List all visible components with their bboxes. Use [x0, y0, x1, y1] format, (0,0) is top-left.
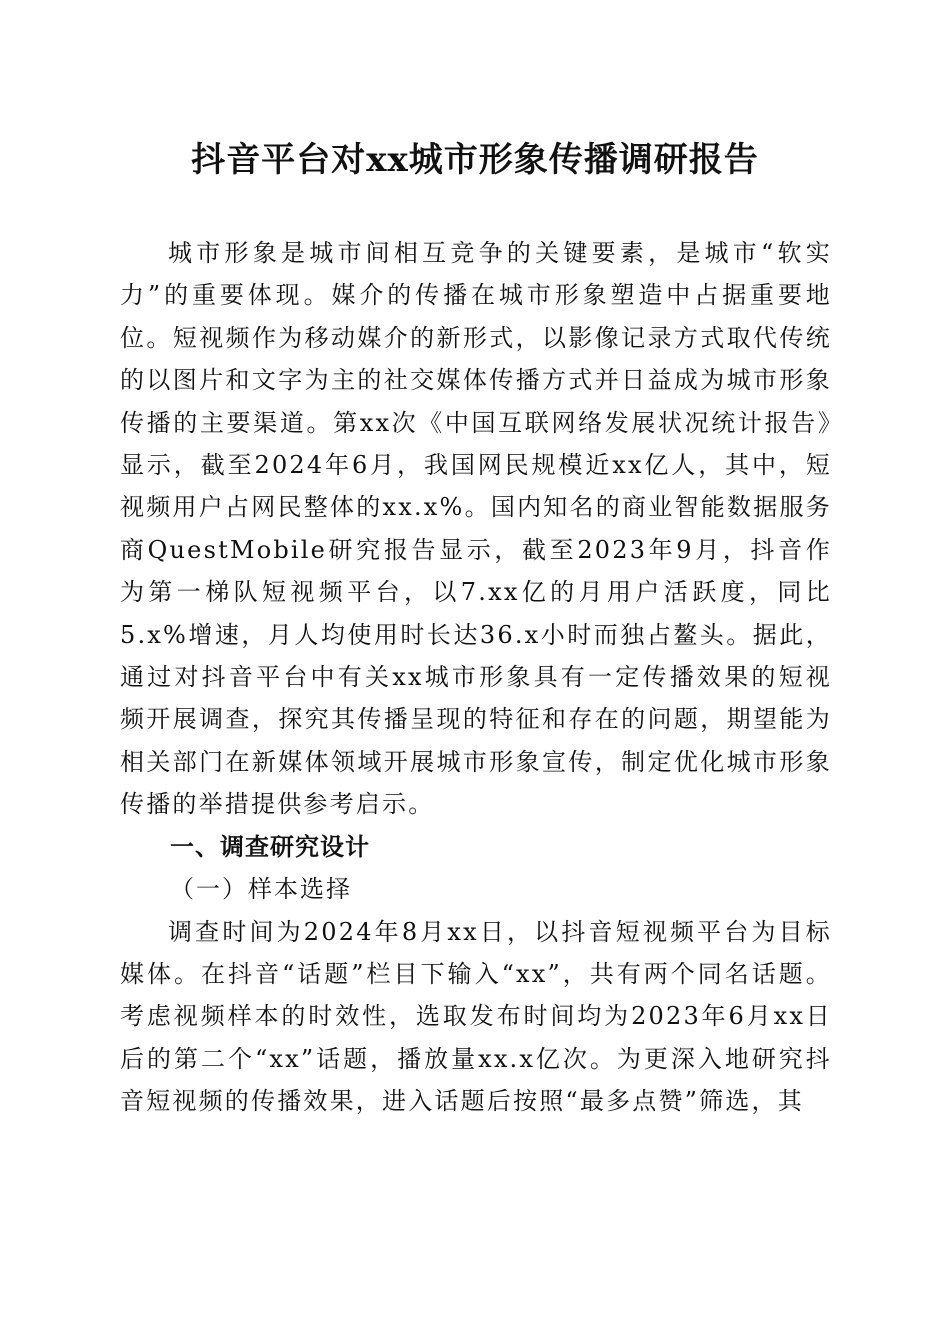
document-body: [120, 232, 832, 1123]
section-heading: 一、调查研究设计: [170, 832, 370, 861]
document-title: 抖音平台对xx城市形象传播调研报告: [191, 140, 759, 180]
intro-paragraph: 城市形象是城市间相互竞争的关键要素，是城市“软实力”的重要体现。媒介的传播在城市形象塑造中占据重要地位。短视频作为移动媒介的新形式，以影像记录方式取代传统的以图片和文字为主的社交媒体传播方式并日益成为城市形象传播的主要渠道。第xx次《中国互联网络发展状况统计报告》显示，截至2024年6月，我国网民规模近xx亿人，其中，短视频用户占网民整体的xx.x%。国内知名的商业智能数据服务商QuestMobile研究报告显示，截至2023年9月，抖音作为第一梯队短视频平台，以7.xx亿的月用户活跃度，同比5.x%增速，月人均使用时长达36.x小时而独占鳌头。据此，通过对抖音平台中有关xx城市形象具有一定传播效果的短视频开展调查，探究其传播呈现的特征和存在的问题，期望能为相关部门在新媒体领域开展城市形象宣传，制定优化城市形象传播的举措提供参考启示。: [120, 239, 832, 819]
subsection-heading: （一）样本选择: [170, 875, 352, 904]
sample-paragraph: 调查时间为2024年8月xx日，以抖音短视频平台为目标媒体。在抖音“话题”栏目下输入“xx”，共有两个同名话题。考虑视频样本的时效性，选取发布时间均为2023年6月xx日后的第二个“xx”话题，播放量xx.x亿次。为更深入地研究抖音短视频的传播效果，进入话题后按照“最多点赞”筛选，其: [120, 917, 832, 1116]
